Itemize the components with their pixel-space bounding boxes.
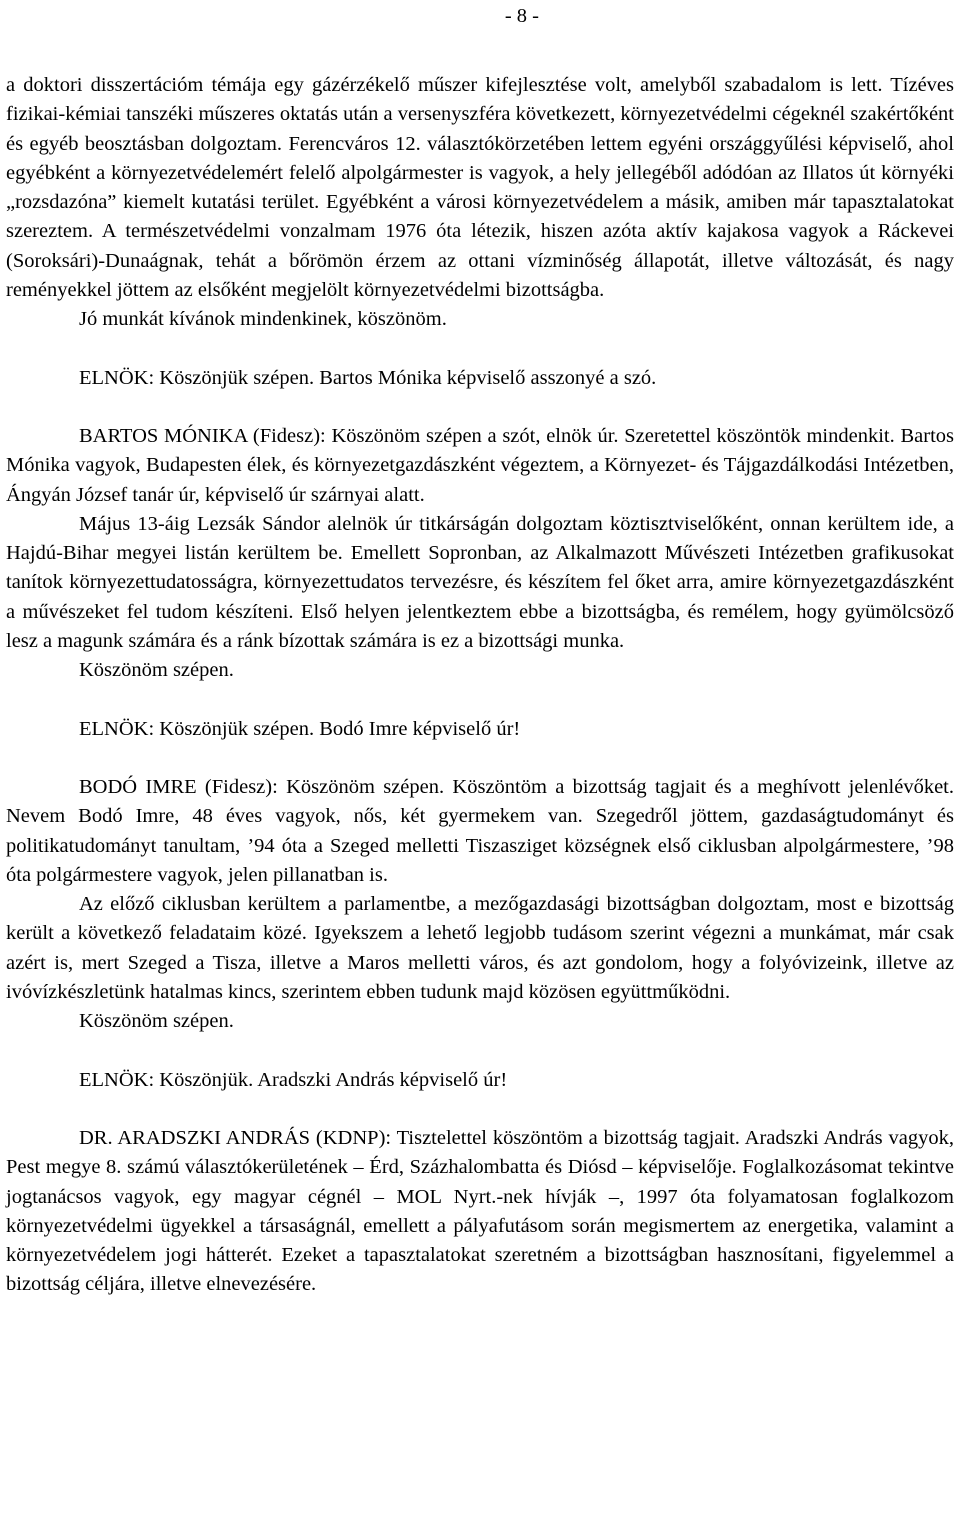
paragraph-bodo-intro: BODÓ IMRE (Fidesz): Köszönöm szépen. Köszöntöm a bizottság tagjait és a meghívott jelenlévőket. Nevem Bodó Imre, 48 éves vagyok, nős, két gyermekem van. Szegedről jöttem, gazdaságtudományt és politikatudományt tanultam, ’94 óta a Szeged melletti Tiszasziget községnek első ciklusban alpolgármestere, ’98 óta polgármestere vagyok, jelen pillanatban is. [6, 775, 954, 886]
paragraph-aradszki-intro: DR. ARADSZKI ANDRÁS (KDNP): Tisztelettel köszöntöm a bizottság tagjait. Aradszki András vagyok, Pest megye 8. számú választókerületének – Érd, Százhalombatta és Diósd – képviselője. Foglalkozásomat tekintve jogtanácsos vagyok, egy magyar cégnél – MOL Nyrt.-nek hívják –, 1997 óta folyamatosan foglalkozom környezetvédelmi ügyekkel a társaságnál, emellett a pályafutásom során megismertem az energetika, valamint a környezetvédelem jogi hátterét. Ezeket a tapasztalatokat szeretném a bizottságban hasznosítani, figyelemmel a bizottság céljára, illetve elnevezésére. [6, 1126, 954, 1296]
paragraph-bartos-thanks: Köszönöm szépen. [79, 659, 234, 682]
paragraph-bartos-intro: BARTOS MÓNIKA (Fidesz): Köszönöm szépen a szót, elnök úr. Szeretettel köszöntök mindenkit. Bartos Mónika vagyok, Budapesten élek, és környezetgazdászként végeztem, a Környezet- és Tájgazdálkodási Intézetben, Ángyán József tanár úr, képviselő úr szárnyai alatt. [6, 424, 954, 506]
document-body [6, 71, 954, 1300]
paragraph-chair-bartos: ELNÖK: Köszönjük szépen. Bartos Mónika képviselő asszonyé a szó. [79, 366, 657, 389]
paragraph-bodo-thanks: Köszönöm szépen. [79, 1010, 234, 1033]
paragraph-bodo-career: Az előző ciklusban kerültem a parlamentbe, a mezőgazdasági bizottságban dolgoztam, most e bizottság került a következő feladataim közé. Igyekszem a lehető legjobb tudásom szerint végezni a munkámat, már csak azért is, mert Szeged a Tisza, illetve a Maros melletti város, és azt gondolom, hogy a folyóvizeink, illetve az ivóvízkészletünk hatalmas kincs, szerintem ebben tudunk majd közösen együttműködni. [6, 893, 954, 1004]
paragraph-closing-thanks: Jó munkát kívánok mindenkinek, köszönöm. [79, 308, 447, 331]
paragraph-chair-bodo: ELNÖK: Köszönjük szépen. Bodó Imre képviselő úr! [79, 717, 521, 740]
paragraph-bartos-career: Május 13-áig Lezsák Sándor alelnök úr titkárságán dolgoztam köztisztviselőként, onnan kerültem ide, a Hajdú-Bihar megyei listán kerültem be. Emellett Sopronban, az Alkalmazott Művészeti Intézetben grafikusokat tanítok környezettudatosságra, környezettudatos tervezésre, és készítem fel őket arra, amire környezetgazdászként a művészeket fel tudom készíteni. Első helyen jelentkeztem ebbe a bizottságba, és remélem, hogy gyümölcsöző lesz a magunk számára és a ránk bízottak számára is ez a bizottsági munka. [6, 512, 954, 653]
paragraph-chair-aradszki: ELNÖK: Köszönjük. Aradszki András képviselő úr! [79, 1068, 508, 1091]
page-number: - 8 - [504, 5, 539, 27]
paragraph-dissertation: a doktori disszertációm témája egy gázérzékelő műszer kifejlesztése volt, amelyből szabadalom is lett. Tízéves fizikai-kémiai tanszéki műszeres oktatás után a versenyszféra következett, környezetvédelmi cégeknél szakértőként és egyéb beosztásban dolgoztam. Ferencváros 12. választókörzetében lettem egyéni országgyűlési képviselő, ahol egyébként a környezetvédelemért felelő alpolgármester is vagyok, a hely jellegéből adódóan az Illatos út környéki „rozsdazóna” kiemelt kutatási terület. Egyébként a városi környezetvédelem a másik, amiben már tapasztalatokat szereztem. A természetvédelmi vonzalmam 1976 óta létezik, hiszen azóta aktív kajakosa vagyok a Ráckevei (Soroksári)-Dunaágnak, tehát a bőrömön érzem az ottani vízminőség állapotát, illetve változását, és nagy reményekkel jöttem az elsőként megjelölt környezetvédelmi bizottságba. [6, 74, 954, 302]
